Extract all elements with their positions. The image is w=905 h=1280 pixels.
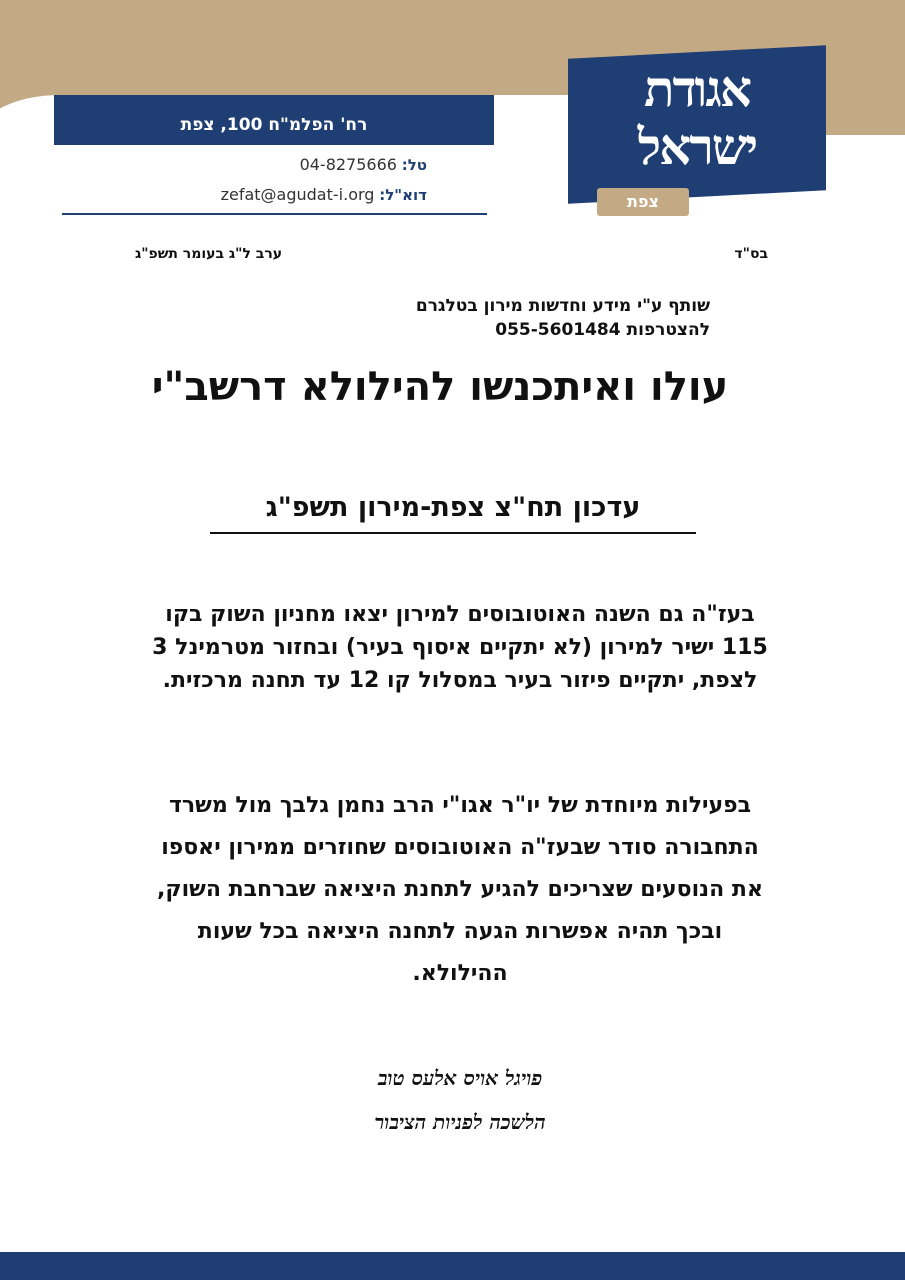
signature-line2: הלשכה לפניות הציבור <box>374 1110 546 1134</box>
paragraph-bus-routes: בעז"ה גם השנה האוטובוסים למירון יצאו מחניון השוק בקו 115 ישיר למירון (לא יתקיים איסוף בעיר) ובחזור מטרמינל 3 לצפת, יתקיים פיזור בעיר במסלול קו 12 עד תחנה מרכזית. <box>152 602 768 693</box>
bsd-mark: בס"ד <box>734 246 768 262</box>
page-subtitle: עדכון תח"צ צפת-מירון תשפ"ג <box>265 492 641 523</box>
signature-line1: פויגל אויס אלעס טוב <box>377 1066 543 1090</box>
contact-divider <box>62 213 487 215</box>
logo-tag: צפת <box>597 188 689 216</box>
footer-band <box>0 1252 905 1280</box>
email-address: zefat@agudat-i.org <box>220 185 375 204</box>
logo-text: אגודת ישראל <box>637 59 757 176</box>
phone-number: 04-8275666 <box>299 155 397 174</box>
contact-info <box>62 150 487 210</box>
telegram-credit <box>390 294 710 342</box>
telegram-credit-line1: שותף ע"י מידע וחדשות מירון בטלגרם <box>415 296 710 316</box>
telegram-credit-line2: להצטרפות 055-5601484 <box>495 320 710 340</box>
paragraph-special-arrangement: בפעילות מיוחדת של יו"ר אגו"י הרב נחמן גלבך מול משרד התחבורה סודר שבעז"ה האוטובוסים שחוזרים ממירון יאספו את הנוסעים שצריכים להגיע לתחנת היציאה שברחבת השוק, ובכך תהיה אפשרות הגעה לתחנה היציאה בכל שעות ההילולא. <box>157 793 763 986</box>
address-banner: רח' הפלמ"ח 100, צפת <box>54 95 494 145</box>
subtitle-underline <box>210 532 696 534</box>
email-row <box>62 180 487 210</box>
phone-label: טל: <box>401 156 427 174</box>
page-title: עולו ואיתכנשו להילולא דרשב"י <box>151 364 729 410</box>
phone-row <box>62 150 487 180</box>
document-date: ערב ל"ג בעומר תשפ"ג <box>135 246 283 262</box>
email-label: דוא"ל: <box>379 186 427 204</box>
